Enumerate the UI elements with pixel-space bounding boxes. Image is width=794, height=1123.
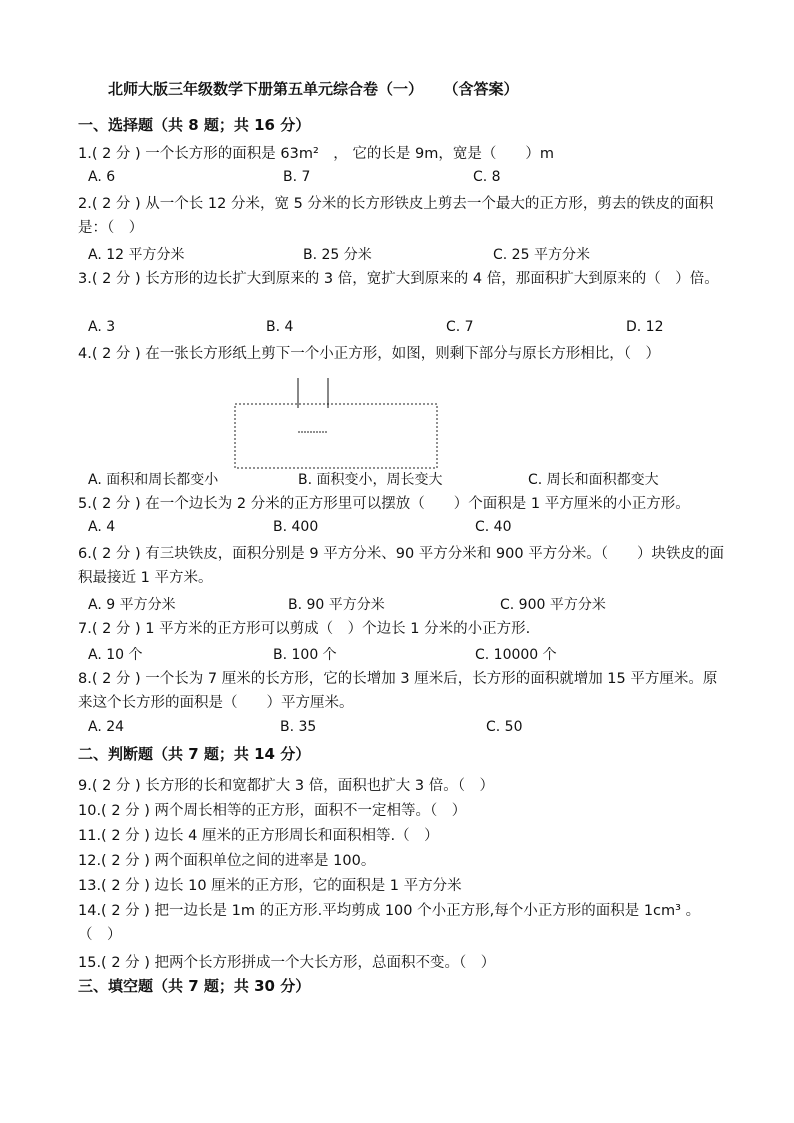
option-c: C. 10000 个 [475, 647, 557, 663]
option-b: B. 面积变小，周长变大 [298, 472, 443, 488]
option-c: C. 40 [475, 519, 512, 535]
question-7: 7.( 2 分 ) 1 平方米的正方形可以剪成（ ）个边长 1 分米的小正方形. [78, 621, 531, 637]
question-6: 6.( 2 分 ) 有三块铁皮，面积分别是 9 平方分米、90 平方分米和 900 平方分米。（ ）块铁皮的面积最接近 1 平方米。 [78, 546, 724, 586]
options-q7 [88, 644, 728, 664]
option-a: A. 面积和周长都变小 [88, 472, 219, 488]
question-12: 12.( 2 分 ) 两个面积单位之间的进率是 100。 [78, 853, 376, 869]
option-c: C. 25 平方分米 [493, 247, 590, 263]
question-14: 14.( 2 分 ) 把一边长是 1m 的正方形.平均剪成 100 个小正方形,每个小正方形的面积是 1cm³ 。（ ） [78, 903, 701, 943]
options-q4 [88, 469, 728, 489]
rectangle-outline [235, 404, 437, 468]
option-a: A. 3 [88, 319, 116, 335]
options-q2 [88, 244, 728, 264]
question-9: 9.( 2 分 ) 长方形的长和宽都扩大 3 倍，面积也扩大 3 倍。（ ） [78, 778, 494, 794]
options-q6 [88, 594, 728, 614]
option-a: A. 24 [88, 719, 125, 735]
option-a: A. 9 平方分米 [88, 597, 176, 613]
option-a: A. 4 [88, 519, 116, 535]
option-b: B. 7 [283, 169, 311, 185]
options-q5 [88, 519, 728, 539]
question-4: 4.( 2 分 ) 在一张长方形纸上剪下一个小正方形，如图，则剩下部分与原长方形相比，（ ） [78, 346, 661, 362]
question-5: 5.( 2 分 ) 在一个边长为 2 分米的正方形里可以摆放（ ）个面积是 1 平方厘米的小正方形。 [78, 496, 690, 512]
option-a: A. 10 个 [88, 647, 143, 663]
question-1: 1.( 2 分 ) 一个长方形的面积是 63m² ， 它的长是 9m，宽是（ ）m [78, 146, 554, 162]
options-q8 [88, 719, 728, 739]
option-a: A. 6 [88, 169, 116, 185]
cut-rectangle-figure [234, 378, 438, 470]
section-heading-judgement: 二、判断题（共 7 题；共 14 分） [78, 745, 311, 763]
option-a: A. 12 平方分米 [88, 247, 185, 263]
title-suffix: （含答案） [451, 80, 519, 98]
option-c: C. 周长和面积都变大 [528, 472, 659, 488]
options-q1 [88, 169, 728, 189]
option-c: C. 8 [473, 169, 501, 185]
option-b: B. 100 个 [273, 647, 337, 663]
section-heading-fill-in: 三、填空题（共 7 题；共 30 分） [78, 977, 311, 995]
question-8: 8.( 2 分 ) 一个长为 7 厘米的长方形，它的长增加 3 厘米后，长方形的面积就增加 15 平方厘米。原来这个长方形的面积是（ ）平方厘米。 [78, 671, 718, 711]
question-10: 10.( 2 分 ) 两个周长相等的正方形，面积不一定相等。（ ） [78, 803, 467, 819]
option-b: B. 90 平方分米 [288, 597, 385, 613]
option-b: B. 4 [266, 319, 294, 335]
option-c: C. 7 [446, 319, 474, 335]
option-c: C. 50 [486, 719, 523, 735]
question-2: 2.( 2 分 ) 从一个长 12 分米，宽 5 分米的长方形铁皮上剪去一个最大的正方形，剪去的铁皮的面积是：（ ） [78, 196, 714, 236]
option-c: C. 900 平方分米 [500, 597, 606, 613]
option-b: B. 25 分米 [303, 247, 372, 263]
question-15: 15.( 2 分 ) 把两个长方形拼成一个大长方形，总面积不变。（ ） [78, 955, 496, 971]
title-text: 北师大版三年级数学下册第五单元综合卷（一） [108, 80, 424, 98]
question-3: 3.( 2 分 ) 长方形的边长扩大到原来的 3 倍，宽扩大到原来的 4 倍，那面积扩大到原来的（ ）倍。 [78, 271, 719, 287]
options-q3 [88, 319, 728, 339]
page-title [108, 78, 519, 99]
section-heading-choice: 一、选择题（共 8 题；共 16 分） [78, 116, 311, 134]
option-b: B. 400 [273, 519, 319, 535]
option-d: D. 12 [626, 319, 664, 335]
question-13: 13.( 2 分 ) 边长 10 厘米的正方形，它的面积是 1 平方分米 [78, 878, 462, 894]
option-b: B. 35 [280, 719, 317, 735]
question-11: 11.( 2 分 ) 边长 4 厘米的正方形周长和面积相等.（ ） [78, 828, 439, 844]
